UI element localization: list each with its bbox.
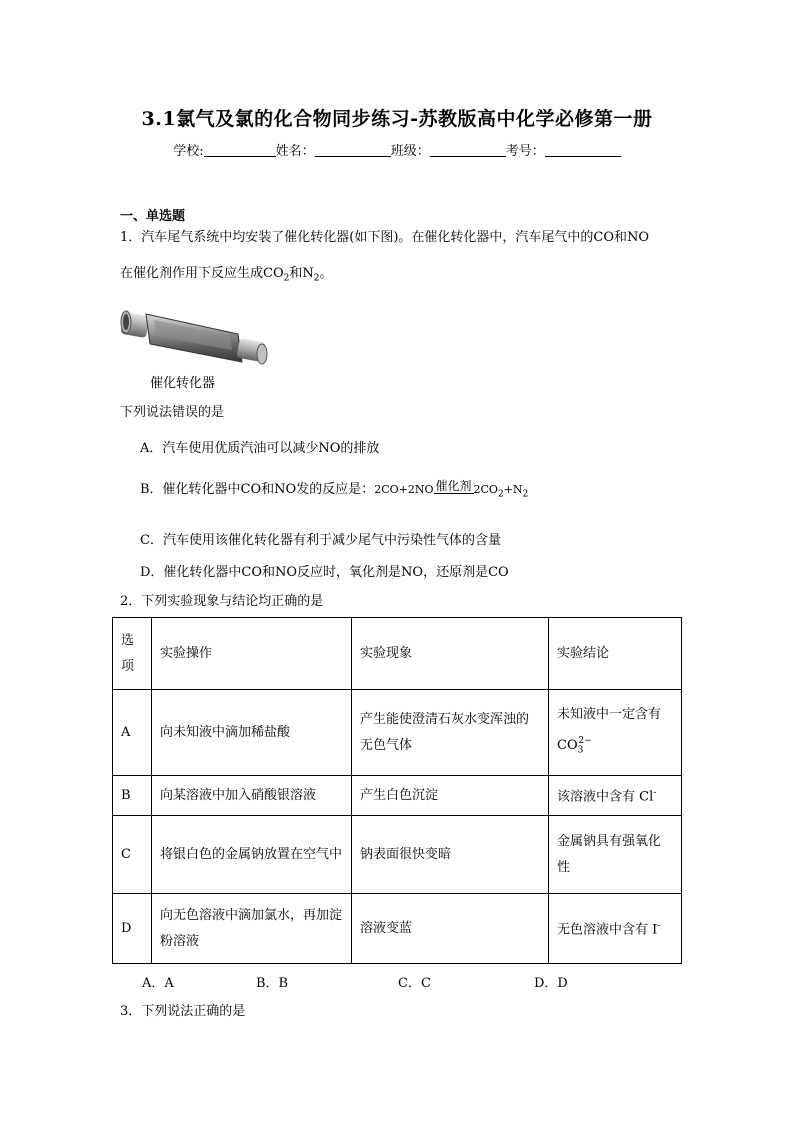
table-row: C 将银白色的金属钠放置在空气中 钠表面很快变暗 金属钠具有强氧化性 bbox=[113, 816, 682, 894]
q1-option-d[interactable]: D．催化转化器中CO和NO反应时，氧化剂是NO，还原剂是CO bbox=[140, 565, 509, 580]
class-blank[interactable] bbox=[430, 143, 506, 157]
table-row: A 向未知液中滴加稀盐酸 产生能使澄清石灰水变浑浊的无色气体 未知液中一定含有 $CO_3^{2-}$ bbox=[113, 690, 682, 776]
document-title: 3.1氯气及氯的化合物同步练习-苏教版高中化学必修第一册 bbox=[141, 108, 653, 130]
header-conclusion: 实验结论 bbox=[549, 618, 682, 690]
q1-option-a[interactable]: A．汽车使用优质汽油可以减少NO的排放 bbox=[140, 441, 380, 456]
q2-option-b[interactable]: B．B bbox=[256, 976, 289, 991]
q1-line1: 1．汽车尾气系统中均安装了催化转化器(如下图)。在催化转化器中，汽车尾气中的CO和NO bbox=[120, 230, 650, 245]
q2-table bbox=[112, 617, 682, 964]
exam-no-blank[interactable] bbox=[545, 143, 621, 157]
school-blank[interactable] bbox=[204, 143, 276, 157]
exam-no-label: 考号： bbox=[505, 144, 545, 159]
q1-option-b[interactable]: B．催化转化器中CO和NO发的反应是：2CO+2NO 催化剂 $2CO_2+N_2$ bbox=[140, 479, 529, 500]
catalytic-converter-image bbox=[118, 300, 270, 376]
section-heading: 一、单选题 bbox=[120, 209, 186, 224]
header-option: 选项 bbox=[113, 618, 152, 690]
header-operation: 实验操作 bbox=[152, 618, 352, 690]
reaction-condition: 催化剂 bbox=[435, 479, 472, 493]
header-phenomenon: 实验现象 bbox=[352, 618, 549, 690]
class-label: 班级： bbox=[390, 144, 430, 159]
q2-option-a[interactable]: A．A bbox=[142, 976, 174, 991]
table-row: D 向无色溶液中滴加氯水，再加淀粉溶液 溶液变蓝 无色溶液中含有 I- bbox=[113, 894, 682, 964]
name-blank[interactable] bbox=[315, 143, 391, 157]
q1-stem: 下列说法错误的是 bbox=[120, 405, 225, 420]
table-row: B 向某溶液中加入硝酸银溶液 产生白色沉淀 该溶液中含有 Cl- bbox=[113, 776, 682, 816]
school-label: 学校: bbox=[173, 144, 204, 159]
student-info-line bbox=[0, 140, 794, 159]
q1-line2: 在催化剂作用下反应生成$CO_2$和$N_2$。 bbox=[120, 266, 333, 284]
q3-stem: 3．下列说法正确的是 bbox=[120, 1004, 246, 1019]
q2-stem: 2．下列实验现象与结论均正确的是 bbox=[120, 594, 324, 609]
name-label: 姓名： bbox=[275, 144, 315, 159]
table-header-row bbox=[113, 618, 682, 690]
figure-caption: 催化转化器 bbox=[150, 376, 216, 391]
q1-option-c[interactable]: C．汽车使用该催化转化器有利于减少尾气中污染性气体的含量 bbox=[140, 533, 501, 548]
q2-option-c[interactable]: C．C bbox=[398, 976, 431, 991]
q2-option-d[interactable]: D．D bbox=[534, 976, 568, 991]
